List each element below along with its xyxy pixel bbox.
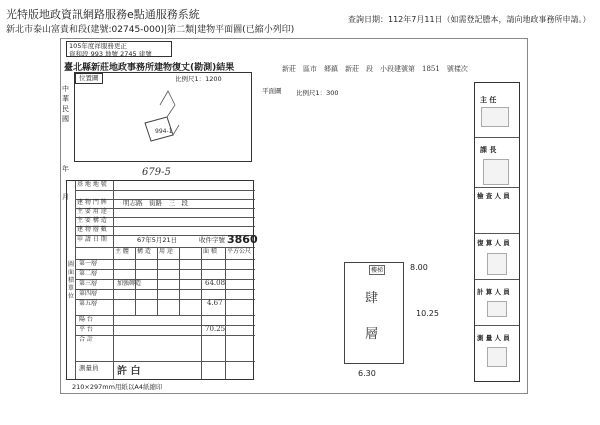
floor-count-char: 肆 — [365, 291, 379, 306]
side-char: 積 — [68, 277, 75, 284]
year-char: 國 — [62, 115, 69, 123]
floor-label: 合 計 — [79, 336, 93, 343]
row-label: 申 請 日 期 — [77, 236, 107, 243]
address-value: 明志路 街路 三 段 — [123, 199, 188, 207]
dimension-top: 8.00 — [410, 263, 428, 272]
doc-title: 臺北縣新莊地政事務所建物復丈(勘測)結果 — [64, 63, 235, 73]
application-date: 67年5月21日 — [137, 236, 178, 244]
stamp-label: 復 算 人 員 — [477, 239, 510, 247]
row-label: 建 物 層 數 — [77, 226, 107, 233]
measurer-label: 測量員 — [79, 364, 99, 372]
location-map-box — [74, 72, 252, 162]
sub-header: 主 體 — [115, 248, 129, 255]
floor-label: 第四層 — [79, 290, 98, 297]
floor-plan-outline — [344, 262, 404, 364]
stamp-label: 測 量 人 員 — [477, 334, 510, 342]
row-label: 基 地 地 號 — [77, 181, 107, 188]
print-note — [66, 41, 172, 57]
location-scale-label: 比例尺1：1200 — [175, 75, 222, 83]
floor-label: 第一層 — [79, 260, 98, 267]
stamp-impression — [481, 107, 509, 127]
year-char: 華 — [62, 95, 69, 103]
side-char: 位 — [68, 293, 75, 300]
document-subtitle: 新北市泰山富貴和段(建號:02745-000)|第二類|建物平面圖(已縮小列印) — [6, 25, 295, 35]
year-char: 民 — [62, 105, 69, 113]
side-chars — [68, 261, 75, 301]
stamp-impression — [487, 347, 507, 367]
floor-label: 第二層 — [79, 270, 98, 277]
year-char: 年 — [62, 165, 69, 173]
side-char: 單 — [68, 285, 75, 292]
stamp-label: 計 算 人 員 — [477, 288, 510, 296]
area-value: 4.67 — [207, 299, 223, 307]
sub-header: 面 積 — [203, 248, 217, 255]
paper-size-footer: 210×297mm用紙以A4紙縮印 — [72, 383, 163, 391]
building-data-table — [66, 180, 258, 380]
print-note-line1: 105年度祥服務更正 — [69, 42, 127, 50]
sub-header: 用 途 — [159, 248, 173, 255]
structure-value: 加強磚造 — [117, 280, 142, 287]
query-date: 查詢日期：112年7月11日（如需登記謄本，請向地政事務所申請。） — [348, 15, 591, 24]
row-label: 主 要 構 造 — [77, 217, 107, 224]
location-map-label: 位置圖 — [75, 73, 103, 84]
doc-number: 3860 — [227, 233, 258, 246]
floor-label: 第五層 — [79, 300, 98, 307]
total-area: 70.25 — [205, 325, 226, 333]
doc-number-label: 收件字號 — [199, 236, 225, 244]
parcel-number: 679-5 — [142, 167, 171, 178]
stamp-impression — [487, 253, 507, 275]
building-number-line: 新莊 區市 郷鎮 新莊 段 小段建號第 1851 號樣次 — [282, 65, 468, 73]
year-char: 中 — [62, 85, 69, 93]
print-note-line2: 資和段 993 地號 2745 建號 — [69, 49, 152, 58]
stamp-label: 課 長 — [480, 146, 497, 154]
floor-label: 陽 台 — [79, 316, 93, 323]
stamp-label: 主 任 — [480, 96, 497, 104]
row-label: 建 物 門 牌 — [77, 199, 107, 206]
floor-label: 第三層 — [79, 280, 98, 287]
sub-header: 構 造 — [137, 248, 151, 255]
stamp-impression — [487, 301, 507, 317]
location-map-sketch — [75, 83, 251, 161]
dimension-bottom: 6.30 — [358, 369, 376, 378]
year-char: 月 — [62, 193, 69, 201]
row-label: 主 要 用 途 — [77, 208, 107, 215]
side-char: 面 — [68, 269, 75, 276]
app-title: 光特版地政資訊網路服務e點通服務系統 — [6, 8, 200, 21]
sub-header: 平方公尺 — [227, 248, 252, 255]
floor-plan-scale: 比例尺1：300 — [296, 89, 339, 97]
stamp-impression — [483, 159, 509, 185]
floor-count-char: 層 — [365, 327, 379, 342]
measurer-signature: 許 白 — [117, 366, 141, 377]
stairs-box: 樓梯 — [370, 267, 383, 274]
floor-label: 平 台 — [79, 326, 93, 333]
stamp-label: 檢 查 人 員 — [477, 192, 510, 200]
svg-text:994-1: 994-1 — [155, 128, 173, 135]
dimension-right: 10.25 — [416, 309, 439, 318]
approval-stamp-column — [474, 82, 520, 382]
floor-plan-label: 平面圖 — [262, 87, 282, 95]
side-char: 圖 — [68, 261, 75, 268]
area-value: 64.08 — [205, 279, 226, 287]
